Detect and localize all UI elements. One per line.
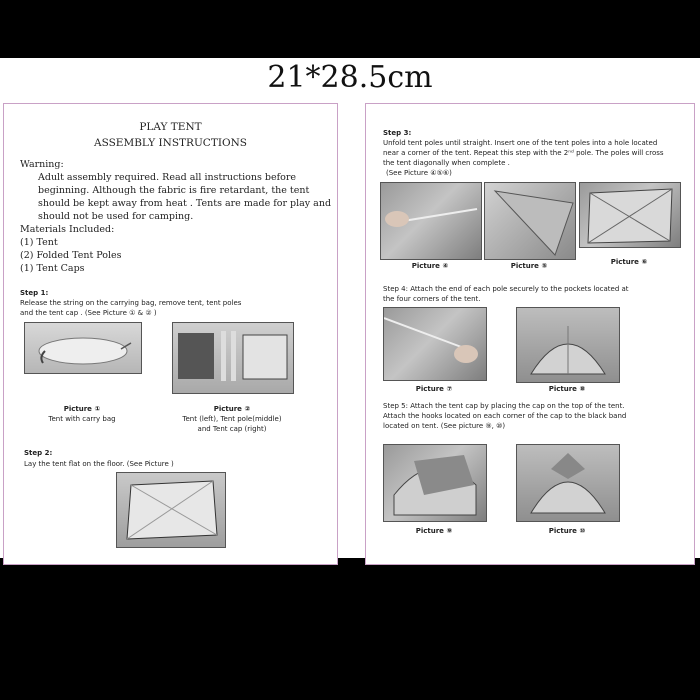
picture-1-caption: Tent with carry bag [48,415,116,423]
materials-item: (1) Tent Caps [20,263,85,274]
step3-title: Step 3: [383,129,412,137]
picture-1-tent-with-carry-bag [24,322,142,374]
picture-6 [579,182,681,248]
step5-line: located on tent. (See picture ⑨, ⑩) [383,422,506,430]
step4-line: Step 4: Attach the end of each pole securely to the pockets located at [383,285,629,293]
step5-line: Step 5: Attach the tent cap by placing the cap on the top of the tent. [383,402,625,410]
left-instruction-page [3,103,338,565]
picture-8 [516,307,620,383]
picture-8-label: Picture ⑧ [548,385,586,393]
picture-5-label: Picture ⑤ [510,262,548,270]
picture-7-label: Picture ⑦ [415,385,453,393]
materials-item: (1) Tent [20,237,58,248]
warning-line: beginning. Although the fabric is fire retardant, the tent [38,185,310,196]
picture-2-caption-line: Tent (left), Tent pole(middle) [182,415,282,423]
step2-text: Lay the tent flat on the floor. (See Picture ) [24,460,174,468]
picture-2-caption-line: and Tent cap (right) [197,425,267,433]
step1-line: Release the string on the carrying bag, remove tent, tent poles [20,299,242,307]
warning-line: should not be used for camping. [38,211,194,222]
picture-2-tent-poles-cap [172,322,294,394]
picture-10-label: Picture ⑩ [548,527,586,535]
step3-line: Unfold tent poles until straight. Insert one of the tent poles into a hole located [383,139,658,147]
step4-line: the four corners of the tent. [383,295,481,303]
right-instruction-page [365,103,695,565]
picture-3-tent-flat [116,472,226,548]
size-label: 21*28.5cm [267,60,433,95]
picture-2-label: Picture ② [213,405,251,413]
materials-label: Materials Included: [20,224,115,235]
step2-title: Step 2: [24,449,53,457]
step1-title: Step 1: [20,289,49,297]
warning-label: Warning: [20,159,64,170]
warning-line: Adult assembly required. Read all instructions before [38,172,296,183]
picture-5 [484,182,576,260]
picture-9 [383,444,487,522]
step5-line: Attach the hooks located on each corner of the cap to the black band [383,412,627,420]
warning-line: should be kept away from heat . Tents are made for play and [38,198,332,209]
picture-4 [380,182,482,260]
picture-7 [383,307,487,381]
picture-10 [516,444,620,522]
step3-line: near a corner of the tent. Repeat this step with the 2ⁿᵈ pole. The poles will cross [383,149,664,157]
page-title: PLAY TENT [139,121,202,133]
step3-line: the tent diagonally when complete . [383,159,510,167]
materials-item: (2) Folded Tent Poles [20,250,122,261]
step3-line: (See Picture ④⑤⑥) [386,169,452,177]
step1-line: and the tent cap . (See Picture ① & ② ) [20,309,157,317]
picture-1-label: Picture ① [63,405,101,413]
picture-6-label: Picture ⑥ [610,258,648,266]
page-subtitle: ASSEMBLY INSTRUCTIONS [94,137,247,149]
picture-9-label: Picture ⑨ [415,527,453,535]
picture-4-label: Picture ④ [411,262,449,270]
